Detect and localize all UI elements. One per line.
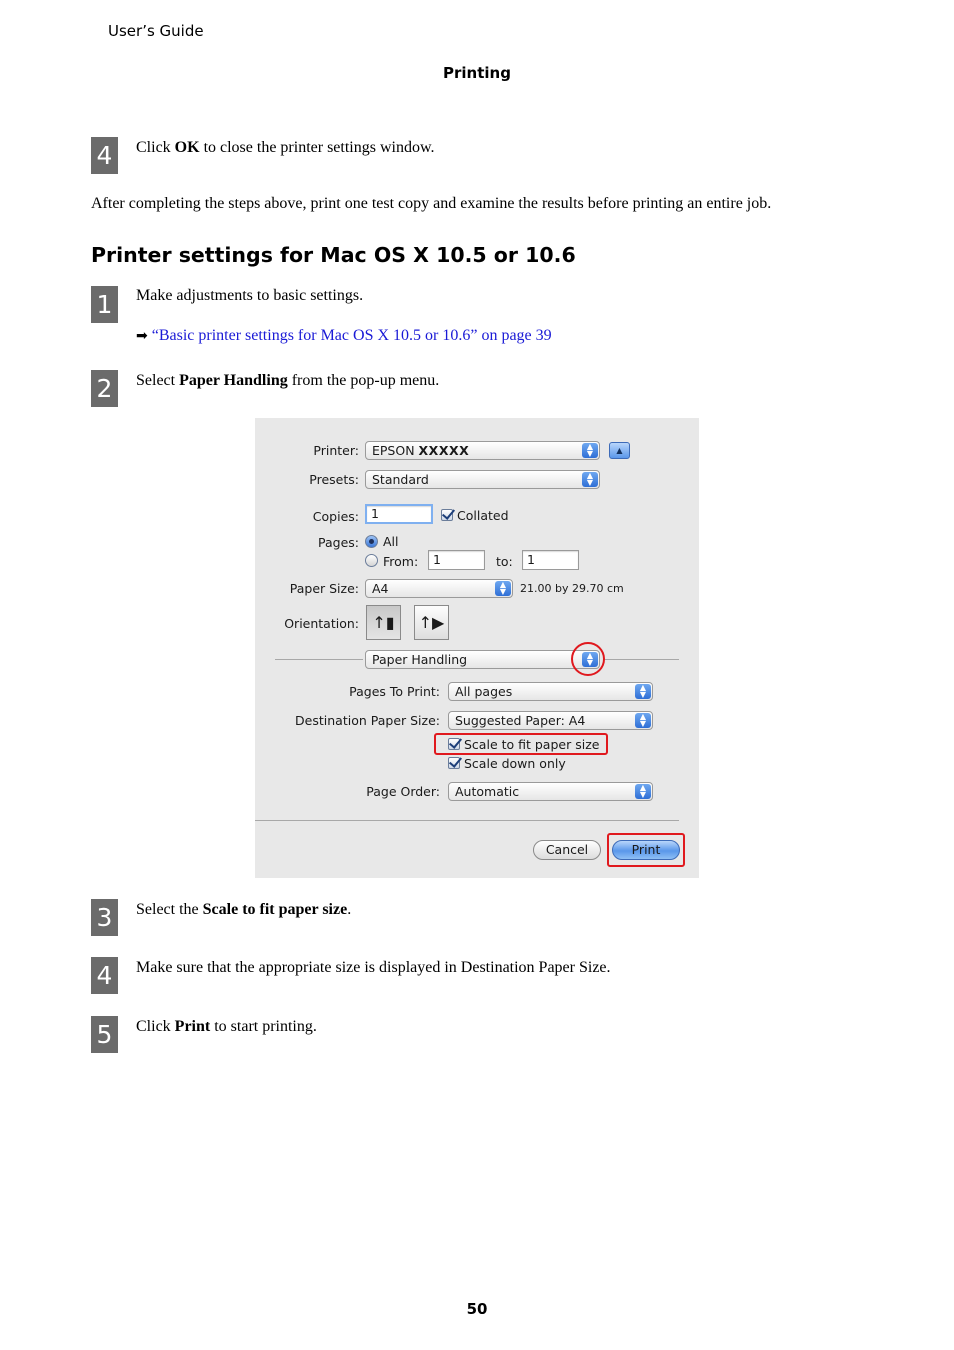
step-number-badge: 4	[91, 137, 118, 174]
landscape-icon: ↑▶	[418, 613, 445, 632]
landscape-orientation-button[interactable]	[414, 605, 449, 640]
separator	[255, 820, 679, 821]
paper-dimensions: 21.00 by 29.70 cm	[520, 582, 624, 595]
copies-field[interactable]: 1	[365, 504, 433, 524]
disclosure-triangle-icon[interactable]: ▲	[609, 442, 630, 459]
section-title: Printing	[443, 64, 511, 82]
popup-stepper-icon: ▲ ▼	[582, 443, 598, 458]
step-text: Click OK to close the printer settings window.	[136, 139, 435, 156]
print-button[interactable]: Print	[612, 840, 680, 860]
paper-size-popup[interactable]: A4 ▲ ▼	[365, 579, 513, 598]
highlight-circle	[571, 642, 605, 676]
destination-paper-size-popup[interactable]: Suggested Paper: A4 ▲ ▼	[448, 711, 653, 730]
step-text: Make sure that the appropriate size is displayed in Destination Paper Size.	[136, 959, 611, 976]
page-number: 50	[466, 1300, 488, 1318]
step-number-badge: 2	[91, 370, 118, 407]
separator	[603, 659, 679, 660]
step-number-badge: 5	[91, 1016, 118, 1053]
popup-stepper-icon: ▲ ▼	[635, 784, 651, 799]
portrait-icon: ↑▮	[372, 613, 395, 632]
to-label: to:	[496, 554, 513, 569]
running-header: User’s Guide	[108, 22, 204, 40]
popup-stepper-icon: ▲ ▼	[582, 472, 598, 487]
collated-checkbox[interactable]	[441, 509, 453, 521]
pages-from-radio[interactable]	[365, 554, 378, 567]
scale-to-fit-label: Scale to fit paper size	[464, 737, 600, 752]
presets-popup[interactable]: Standard ▲ ▼	[365, 470, 600, 489]
printer-label: Printer:	[313, 443, 359, 458]
scale-to-fit-checkbox[interactable]	[448, 738, 460, 750]
popup-stepper-icon: ▲ ▼	[635, 684, 651, 699]
pages-label: Pages:	[318, 535, 359, 550]
cross-reference-link[interactable]: “Basic printer settings for Mac OS X 10.5 or 10.6” on page 39	[151, 327, 552, 344]
print-dialog	[255, 418, 699, 878]
scale-down-only-label: Scale down only	[464, 756, 566, 771]
pages-to-print-label: Pages To Print:	[349, 684, 440, 699]
pages-to-print-popup[interactable]: All pages ▲ ▼	[448, 682, 653, 701]
separator	[275, 659, 363, 660]
cross-reference[interactable]	[136, 327, 552, 345]
step-text: Click Print to start printing.	[136, 1018, 317, 1035]
scale-down-only-checkbox[interactable]	[448, 757, 460, 769]
printer-popup[interactable]: EPSON XXXXX ▲ ▼	[365, 441, 600, 460]
destination-paper-size-label: Destination Paper Size:	[295, 713, 440, 728]
popup-stepper-icon: ▲ ▼	[635, 713, 651, 728]
highlight-rectangle	[607, 833, 685, 867]
cancel-button[interactable]: Cancel	[533, 840, 601, 860]
step-text: Select the Scale to fit paper size.	[136, 901, 352, 918]
arrow-right-icon: ➡	[136, 328, 148, 344]
body-paragraph: After completing the steps above, print one test copy and examine the results before printing an entire job.	[91, 195, 772, 212]
step-text: Make adjustments to basic settings.	[136, 287, 364, 304]
portrait-orientation-button[interactable]	[366, 605, 401, 640]
page-order-label: Page Order:	[366, 784, 440, 799]
presets-label: Presets:	[309, 472, 359, 487]
pages-all-label: All	[383, 534, 399, 549]
step-text: Select Paper Handling from the pop-up menu.	[136, 372, 440, 389]
collated-label: Collated	[457, 508, 509, 523]
panel-popup[interactable]: Paper Handling ▲ ▼	[365, 650, 600, 669]
step-number-badge: 1	[91, 286, 118, 323]
pages-from-label: From:	[383, 554, 419, 569]
from-field[interactable]: 1	[428, 550, 485, 570]
copies-label: Copies:	[312, 509, 359, 524]
pages-all-radio[interactable]	[365, 535, 378, 548]
step-number-badge: 3	[91, 899, 118, 936]
popup-stepper-icon: ▲ ▼	[495, 581, 511, 596]
step-number-badge: 4	[91, 957, 118, 994]
orientation-label: Orientation:	[284, 616, 359, 631]
page-order-popup[interactable]: Automatic ▲ ▼	[448, 782, 653, 801]
to-field[interactable]: 1	[522, 550, 579, 570]
section-heading: Printer settings for Mac OS X 10.5 or 10.6	[91, 243, 576, 267]
popup-stepper-icon: ▲ ▼	[582, 652, 598, 667]
paper-size-label: Paper Size:	[289, 581, 359, 596]
